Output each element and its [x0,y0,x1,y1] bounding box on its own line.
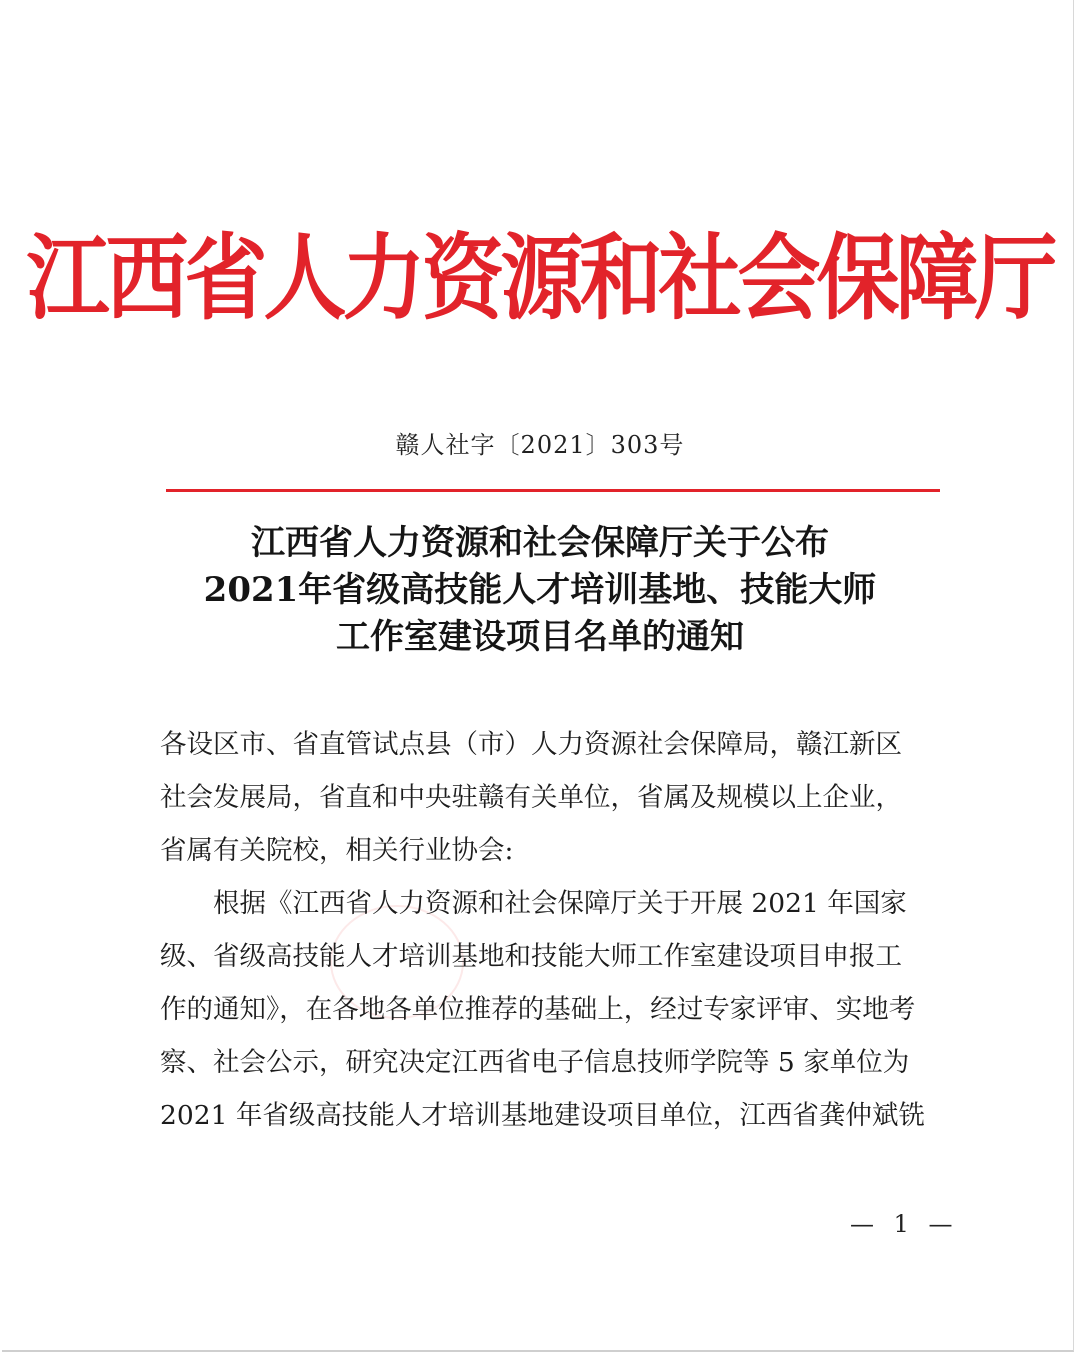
body-line: 省属有关院校，相关行业协会: [160,835,514,866]
body-line: 级、省级高技能人才培训基地和技能大师工作室建设项目申报工 [160,941,902,972]
body-line: 察、社会公示，研究决定江西省电子信息技师学院等 5 家单位为 [160,1047,910,1078]
body-line: 2021 年省级高技能人才培训基地建设项目单位，江西省龚仲斌铣 [160,1100,925,1131]
body-line: 根据《江西省人力资源和社会保障厅关于开展 2021 年国家 [213,888,907,919]
title-line: 江西省人力资源和社会保障厅关于公布 [251,523,829,563]
red-separator-line [166,489,940,492]
page-number: — 1 — [850,1210,959,1238]
body-line: 社会发展局，省直和中央驻赣有关单位，省属及规模以上企业， [160,782,902,813]
title-line: 工作室建设项目名单的通知 [336,617,744,657]
body-line: 作的通知》，在各地各单位推荐的基础上，经过专家评审、实地考 [160,994,916,1025]
page-edge [2,0,1074,1352]
notice-title [0,520,1080,661]
title-line: 2021年省级高技能人才培训基地、技能大师 [203,570,877,610]
document-number: 赣人社字〔2021〕303号 [395,431,685,459]
body-line: 各设区市、省直管试点县（市）人力资源社会保障局，赣江新区 [160,729,902,760]
notice-body [160,718,940,1142]
agency-masthead: 江西省人力资源和社会保障厅 [26,223,1054,333]
